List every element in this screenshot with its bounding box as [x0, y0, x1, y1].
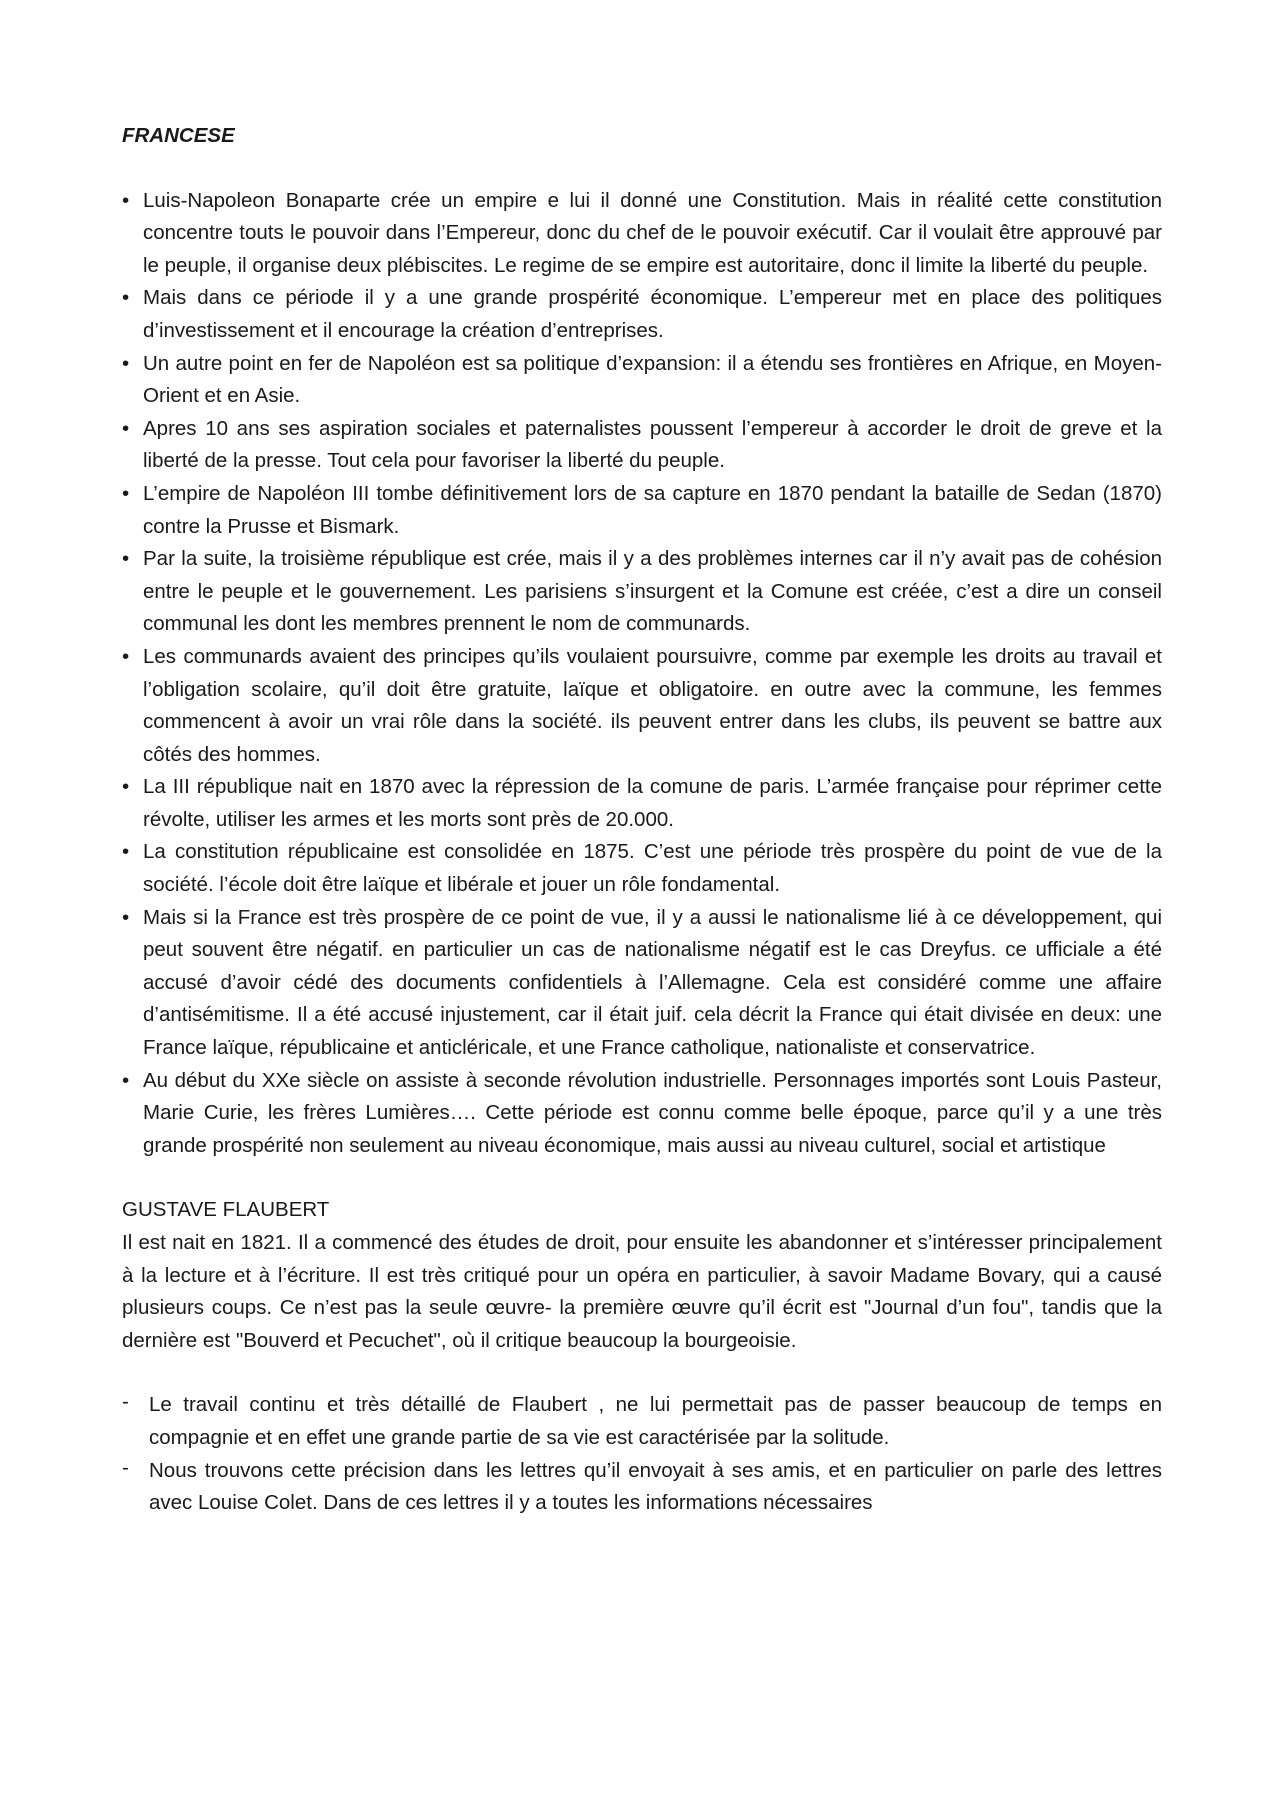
bullet-marker: • — [122, 188, 130, 212]
bullet-text: L’empire de Napoléon III tombe définitivement lors de sa capture en 1870 pendant la bataille de Sedan (1870) contre la Prusse et Bismark. — [143, 481, 1162, 538]
bullet-marker: • — [122, 547, 130, 571]
bullet-list — [122, 185, 1162, 1163]
bullet-marker: • — [122, 286, 130, 310]
dash-item — [122, 1389, 1162, 1454]
bullet-item — [122, 543, 1162, 641]
bullet-item — [122, 282, 1162, 347]
document-title: FRANCESE — [122, 124, 235, 147]
bullet-item — [122, 902, 1162, 1065]
bullet-marker: • — [122, 644, 130, 668]
dash-marker: - — [122, 1455, 129, 1479]
document-page — [122, 120, 1162, 1520]
section-paragraph: Il est nait en 1821. Il a commencé des études de droit, pour ensuite les abandonner et s’intéresser principalement à la lecture et à l’écriture. Il est très critiqué pour un opéra en particulier, à savoir Madame Bovary, qui a causé plusieurs coups. Ce n’est pas la seule œuvre- la première œuvre qu’il écrit est "Journal d’un fou", tandis que la dernière est "Bouverd et Pecuchet", où il critique beaucoup la bourgeoisie. — [122, 1231, 1162, 1352]
dash-text: Nous trouvons cette précision dans les lettres qu’il envoyait à ses amis, et en particulier on parle des lettres avec Louise Colet. Dans de ces lettres il y a toutes les informations nécessaires — [149, 1458, 1162, 1515]
bullet-text: Au début du XXe siècle on assiste à seconde révolution industrielle. Personnages importés sont Louis Pasteur, Marie Curie, les frères Lumières…. Cette période est connu comme belle époque, parce qu’il y a une très grande prospérité non seulement au niveau économique, mais aussi au niveau culturel, social et artistique — [143, 1068, 1162, 1157]
section-heading: GUSTAVE FLAUBERT — [122, 1198, 330, 1222]
bullet-item — [122, 413, 1162, 478]
bullet-item — [122, 478, 1162, 543]
bullet-text: Mais si la France est très prospère de ce point de vue, il y a aussi le nationalisme lié à ce développement, qui peut souvent être négatif. en particulier un cas de nationalisme négatif est le cas Dreyfus. ce ufficiale a été accusé d’avoir cédé des documents confidentiels à l’Allemagne. Cela est considéré comme une affaire d’antisémitisme. Il a été accusé injustement, car il était juif. cela décrit la France qui était divisée en deux: une France laïque, républicaine et anticléricale, et une France catholique, nationaliste et conservatrice. — [143, 905, 1162, 1060]
bullet-item — [122, 1065, 1162, 1163]
bullet-item — [122, 836, 1162, 901]
dash-item — [122, 1455, 1162, 1520]
bullet-text: Apres 10 ans ses aspiration sociales et paternalistes poussent l’empereur à accorder le droit de greve et la liberté de la presse. Tout cela pour favoriser la liberté du peuple. — [143, 416, 1162, 473]
bullet-item — [122, 348, 1162, 413]
bullet-marker: • — [122, 416, 130, 440]
bullet-text: Par la suite, la troisième république est crée, mais il y a des problèmes internes car il n’y avait pas de cohésion entre le peuple et le gouvernement. Les parisiens s’insurgent et la Comune est créée, c’est a dire un conseil communal les dont les membres prennent le nom de communards. — [143, 547, 1162, 636]
bullet-text: Les communards avaient des principes qu’ils voulaient poursuivre, comme par exemple les droits au travail et l’obligation scolaire, qu’il doit être gratuite, laïque et obligatoire. en outre avec la commune, les femmes commencent à avoir un vrai rôle dans la société. ils peuvent entrer dans les clubs, ils peuvent se battre aux côtés des hommes. — [143, 644, 1162, 766]
bullet-marker: • — [122, 905, 130, 929]
bullet-text: Un autre point en fer de Napoléon est sa politique d’expansion: il a étendu ses frontières en Afrique, en Moyen-Orient et en Asie. — [143, 351, 1162, 408]
bullet-text: Mais dans ce période il y a une grande prospérité économique. L’empereur met en place des politiques d’investissement et il encourage la création d’entreprises. — [143, 286, 1162, 342]
dash-text: Le travail continu et très détaillé de Flaubert , ne lui permettait pas de passer beaucoup de temps en compagnie et en effet une grande partie de sa vie est caractérisée par la solitude. — [149, 1393, 1162, 1449]
dash-marker: - — [122, 1390, 129, 1414]
bullet-marker: • — [122, 481, 130, 505]
bullet-marker: • — [122, 840, 130, 864]
bullet-item — [122, 771, 1162, 836]
bullet-text: Luis-Napoleon Bonaparte crée un empire e lui il donné une Constitution. Mais in réalité cette constitution concentre touts le pouvoir dans l’Empereur, donc du chef de le pouvoir exécutif. Car il voulait être approuvé par le peuple, il organise deux plébiscites. Le regime de se empire est autoritaire, donc il limite la liberté du peuple. — [143, 188, 1162, 277]
bullet-item — [122, 641, 1162, 771]
bullet-text: La III république nait en 1870 avec la répression de la comune de paris. L’armée française pour réprimer cette révolte, utiliser les armes et les morts sont près de 20.000. — [143, 775, 1162, 831]
bullet-marker: • — [122, 775, 130, 799]
dash-list — [122, 1389, 1162, 1519]
bullet-marker: • — [122, 1068, 130, 1092]
bullet-item — [122, 185, 1162, 283]
bullet-text: La constitution républicaine est consolidée en 1875. C’est une période très prospère du point de vue de la société. l’école doit être laïque et libérale et jouer un rôle fondamental. — [143, 840, 1162, 897]
bullet-marker: • — [122, 351, 130, 375]
